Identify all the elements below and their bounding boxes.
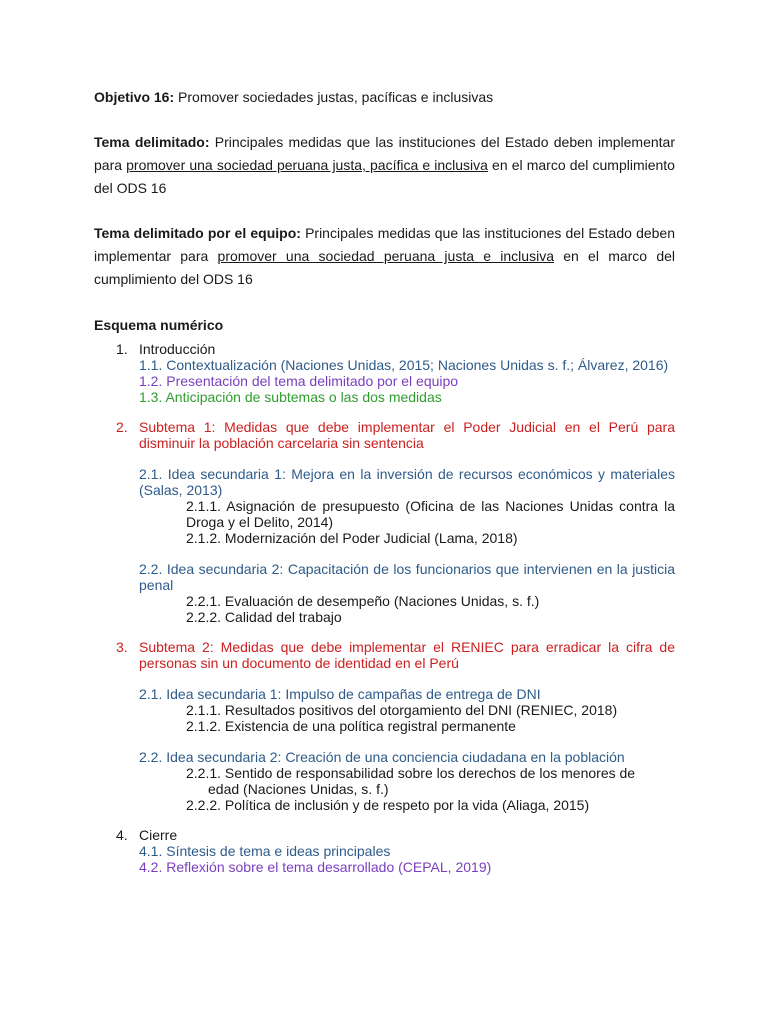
outline-subidea-3-1-1: 2.1.1. Resultados positivos del otorgamiento del DNI (RENIEC, 2018) bbox=[186, 702, 618, 718]
outline-idea-3-2: 2.2. Idea secundaria 2: Creación de una conciencia ciudadana en la población bbox=[139, 749, 625, 765]
outline-item-number: 3. bbox=[116, 639, 128, 655]
outline-subidea-2-1-2: 2.1.2. Modernización del Poder Judicial (Lama, 2018) bbox=[186, 530, 518, 546]
outline-subidea-2-2-1: 2.2.1. Evaluación de desempeño (Naciones Unidas, s. f.) bbox=[186, 593, 540, 609]
outline-subitem-4-1: 4.1. Síntesis de tema e ideas principales bbox=[139, 843, 391, 859]
tema-delimitado-paragraph bbox=[94, 131, 675, 200]
esquema-heading: Esquema numérico bbox=[94, 317, 224, 333]
outline-subitem-1-3: 1.3. Anticipación de subtemas o las dos medidas bbox=[139, 389, 442, 405]
outline-subitem-1-2: 1.2. Presentación del tema delimitado por el equipo bbox=[139, 373, 459, 389]
outline-item-1 bbox=[94, 341, 675, 357]
tema-delimitado-text-before: Principales medidas que las instituciones del Estado deben implementar para bbox=[94, 134, 676, 173]
tema-equipo-underlined: promover una sociedad peruana justa e inclusiva bbox=[217, 248, 554, 264]
objetivo-paragraph bbox=[94, 86, 675, 109]
objetivo-label: Objetivo 16: bbox=[94, 89, 175, 105]
outline-item-title: Cierre bbox=[139, 827, 178, 843]
outline-subitem-4-2: 4.2. Reflexión sobre el tema desarrollado (CEPAL, 2019) bbox=[139, 859, 492, 875]
outline-item-title: Subtema 2: Medidas que debe implementar el RENIEC para erradicar la cifra de personas sin un documento de identidad en el Perú bbox=[139, 639, 675, 671]
outline-subidea-3-2-1 bbox=[94, 765, 675, 797]
outline-subidea-3-2-2: 2.2.2. Política de inclusión y de respeto por la vida (Aliaga, 2015) bbox=[186, 797, 590, 813]
tema-delimitado-label: Tema delimitado: bbox=[94, 134, 210, 150]
outline-subidea-3-1-2: 2.1.2. Existencia de una política registral permanente bbox=[186, 718, 516, 734]
tema-delimitado-text-after: en el marco del cumplimiento del ODS 16 bbox=[94, 157, 675, 196]
outline-item-number: 2. bbox=[116, 419, 128, 435]
outline-item-3 bbox=[94, 639, 675, 671]
outline-idea-3-1: 2.1. Idea secundaria 1: Impulso de campañas de entrega de DNI bbox=[139, 686, 541, 702]
outline-item-4 bbox=[94, 827, 675, 843]
outline-subidea-2-1-1: 2.1.1. Asignación de presupuesto (Oficina de las Naciones Unidas contra la Droga y el Delito, 2014) bbox=[186, 498, 675, 530]
tema-equipo-paragraph bbox=[94, 222, 675, 291]
tema-equipo-text-before: Principales medidas que las instituciones del Estado deben implementar para bbox=[94, 225, 675, 264]
outline-item-2 bbox=[94, 419, 675, 451]
objetivo-text: Promover sociedades justas, pacíficas e inclusivas bbox=[174, 89, 494, 105]
document-page bbox=[94, 86, 675, 875]
tema-equipo-text-after: en el marco del cumplimiento del ODS 16 bbox=[94, 248, 676, 287]
outline-idea-2-2: 2.2. Idea secundaria 2: Capacitación de los funcionarios que intervienen en la justicia penal bbox=[139, 561, 675, 593]
tema-equipo-label: Tema delimitado por el equipo: bbox=[94, 225, 301, 241]
esquema-outline bbox=[94, 341, 675, 875]
outline-subidea-2-2-2: 2.2.2. Calidad del trabajo bbox=[186, 609, 342, 625]
tema-delimitado-underlined: promover una sociedad peruana justa, pacífica e inclusiva bbox=[126, 157, 488, 173]
outline-subidea-line: edad (Naciones Unidas, s. f.) bbox=[208, 781, 389, 797]
outline-item-title: Introducción bbox=[139, 341, 216, 357]
outline-item-number: 1. bbox=[116, 341, 128, 357]
outline-subitem-1-1: 1.1. Contextualización (Naciones Unidas, 2015; Naciones Unidas s. f.; Álvarez, 2016) bbox=[139, 357, 669, 373]
outline-subidea-line: 2.2.1. Sentido de responsabilidad sobre los derechos de los menores de bbox=[186, 765, 636, 781]
outline-idea-2-1: 2.1. Idea secundaria 1: Mejora en la inversión de recursos económicos y materiales (Salas, 2013) bbox=[139, 466, 675, 498]
outline-item-title: Subtema 1: Medidas que debe implementar el Poder Judicial en el Perú para disminuir la población carcelaria sin sentencia bbox=[139, 419, 675, 451]
outline-item-number: 4. bbox=[116, 827, 128, 843]
